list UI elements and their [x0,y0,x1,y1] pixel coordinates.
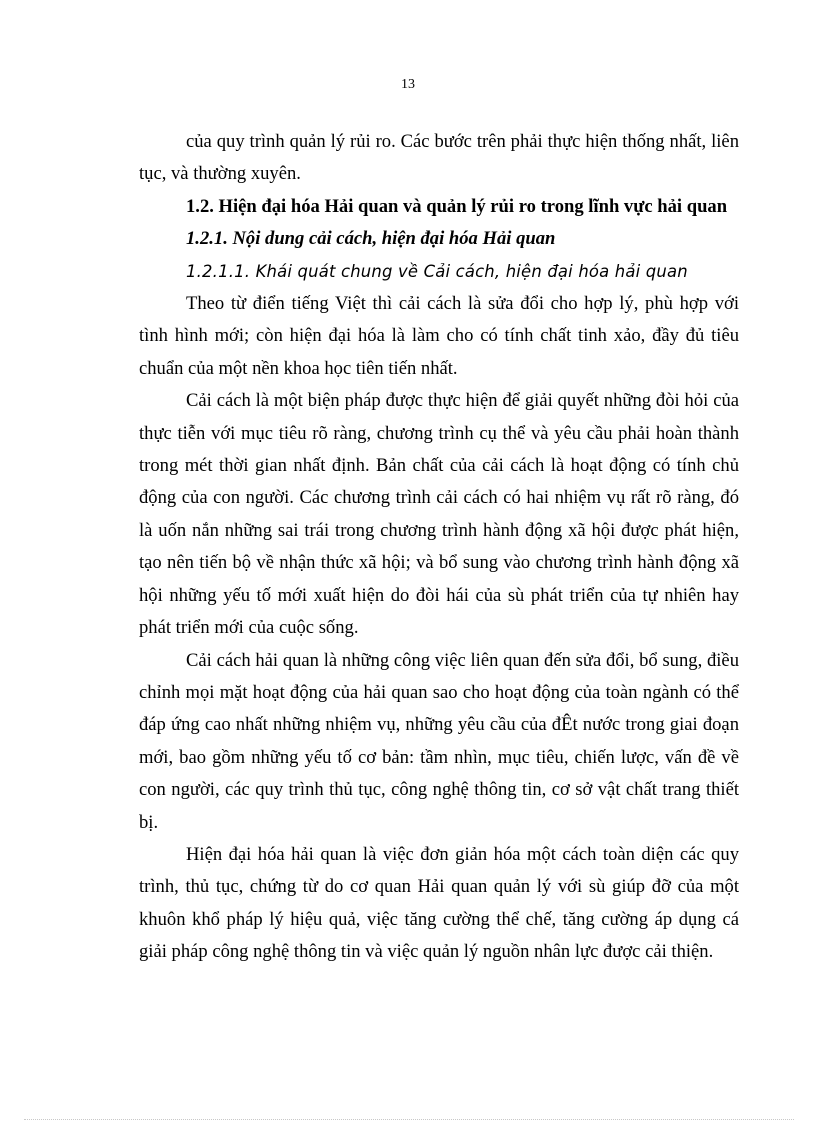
subsection-heading-1-2-1: 1.2.1. Nội dung cải cách, hiện đại hóa Hải quan [186,228,556,250]
body-paragraph-definition: Theo từ điển tiếng Việt thì cải cách là sửa đổi cho hợp lý, phù hợp với tình hình mới; còn hiện đại hóa là làm cho có tính chất tinh xảo, đầy đủ tiêu chuẩn của một nền khoa học tiên tiến nhất. [139,293,739,379]
section-heading-1-2: 1.2. Hiện đại hóa Hải quan và quản lý rủi ro trong lĩnh vực hải quan [186,195,728,217]
page-number: 13 [401,77,415,92]
subsubsection-heading-1-2-1-1: 1.2.1.1. Khái quát chung về Cải cách, hiện đại hóa hải quan [186,261,688,281]
body-paragraph-reform: Cải cách là một biện pháp được thực hiện để giải quyết những đòi hỏi của thực tiễn với mục tiêu rõ ràng, chương trình cụ thể và yêu cầu phải hoàn thành trong mét thời gian nhất định. Bản chất của cải cách là hoạt động có tính chủ động của con người. Các chương trình cải cách có hai nhiệm vụ rất rõ ràng, đó là uốn nắn những sai trái trong chương trình hành động xã hội được phát hiện, tạo nên tiến bộ về nhận thức xã hội; và bổ sung vào chương trình hành động xã hội những yếu tố mới xuất hiện do đòi hái của sù phát triển của tự nhiên hay phát triển mới của cuộc sống. [139,390,739,639]
body-paragraph-modernization: Hiện đại hóa hải quan là việc đơn giản hóa một cách toàn diện các quy trình, thủ tục, chứng từ do cơ quan Hải quan quản lý với sù giúp đỡ của một khuôn khổ pháp lý hiệu quả, việc tăng cường thể chế, tăng cường áp dụng cá giải pháp công nghệ thông tin và việc quản lý nguồn nhân lực được cải thiện. [139,843,739,963]
document-body [139,126,739,969]
page-bottom-divider [24,1119,794,1120]
body-paragraph-continuation: của quy trình quản lý rủi ro. Các bước trên phải thực hiện thống nhất, liên tục, và thường xuyên. [139,131,739,185]
body-paragraph-customs-reform: Cải cách hải quan là những công việc liên quan đến sửa đổi, bổ sung, điều chỉnh mọi mặt hoạt động của hải quan sao cho hoạt động của toàn ngành có thể đáp ứng cao nhất những nhiệm vụ, những yêu cầu của đÊt nước trong giai đoạn mới, bao gồm những yếu tố cơ bản: tầm nhìn, mục tiêu, chiến lược, vấn đề về con người, các quy trình thủ tục, công nghệ thông tin, cơ sở vật chất trang thiết bị. [139,649,739,833]
